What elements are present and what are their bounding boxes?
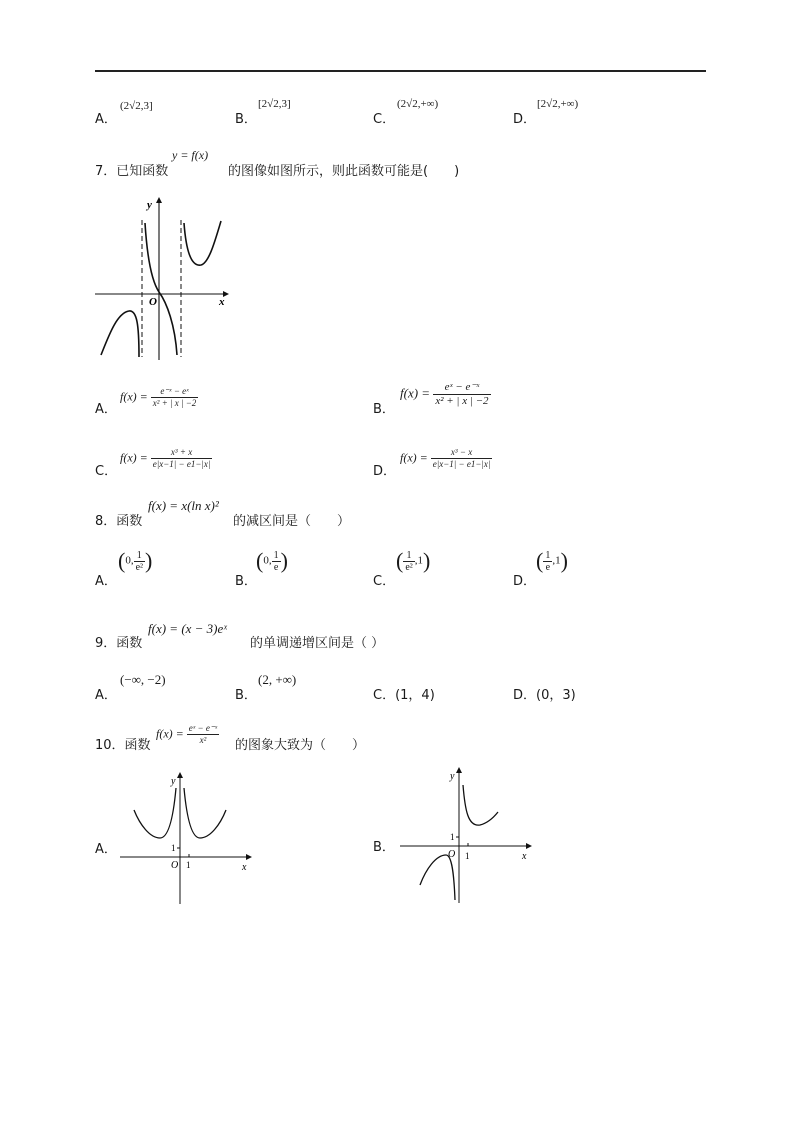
q7-option-c-lhs: f(x) = bbox=[120, 450, 148, 465]
q8-option-a-label: A． bbox=[95, 574, 117, 589]
q8-stem-pre: 函数 bbox=[116, 514, 143, 529]
q7-option-b-formula bbox=[400, 381, 491, 408]
q7-option-a-lhs: f(x) = bbox=[120, 389, 148, 404]
q6-option-a-label: A． bbox=[95, 112, 117, 127]
q7-option-d-label: D． bbox=[373, 464, 397, 479]
q7-option-a-label: A． bbox=[95, 402, 117, 417]
q7-option-c-denominator: e|x−1| − e1−|x| bbox=[152, 459, 211, 469]
q10-b-y-label: y bbox=[450, 771, 455, 782]
top-rule bbox=[95, 70, 706, 72]
q9-option-d bbox=[513, 684, 576, 703]
q9-option-d-label: D． bbox=[513, 688, 537, 703]
q6-option-a-text: (2√2,3] bbox=[120, 100, 153, 112]
q7-option-b-numerator: eˣ − e⁻ˣ bbox=[433, 381, 490, 395]
q9-option-c-label: C． bbox=[373, 688, 396, 703]
q9-func: f(x) = (x − 3)eˣ bbox=[148, 621, 227, 636]
q6-option-b-label: B． bbox=[235, 112, 257, 127]
q7-stem bbox=[95, 160, 168, 179]
q9-stem bbox=[95, 632, 142, 651]
q6-option-c-label: C． bbox=[373, 112, 396, 127]
q10-func bbox=[156, 723, 219, 746]
q9-option-b-label: B． bbox=[235, 688, 257, 703]
q7-number: 7． bbox=[95, 164, 117, 179]
q10-func-lhs: f(x) = bbox=[156, 726, 184, 741]
q10-func-den: x² bbox=[199, 735, 207, 745]
q7-option-c-label: C． bbox=[95, 464, 118, 479]
q10-stem-post: 的图象大致为（ ） bbox=[235, 738, 366, 753]
q10-b-x-label: x bbox=[522, 851, 527, 862]
q7-option-c-formula bbox=[120, 447, 212, 470]
q6-option-b-text: [2√2,3] bbox=[258, 98, 291, 110]
q8-option-a-interval: (0, $\frac{1}{\text{e²}}$ ) bbox=[118, 548, 153, 573]
q10-number: 10． bbox=[95, 738, 125, 753]
q7-option-b-label: B． bbox=[373, 402, 395, 417]
q10-a-one-y: 1 bbox=[171, 843, 176, 853]
q10-stem-pre: 函数 bbox=[124, 738, 151, 753]
q7-stem-post: 的图像如图所示，则此函数可能是( ) bbox=[228, 164, 460, 179]
q10-a-y-label: y bbox=[171, 776, 176, 787]
q8-option-d-interval: ( $\frac{1}{e}$ ,1) bbox=[536, 548, 568, 573]
q8-option-d-den: e bbox=[545, 561, 551, 573]
q9-stem-pre: 函数 bbox=[116, 636, 143, 651]
q8-number: 8． bbox=[95, 514, 117, 529]
q7-option-b-lhs: f(x) = bbox=[400, 385, 431, 401]
q8-option-b-den: e bbox=[273, 561, 279, 573]
q10-stem bbox=[95, 734, 151, 753]
q7-graph bbox=[95, 195, 230, 360]
q7-option-a-formula bbox=[120, 386, 198, 409]
q7-graph-origin-label: O bbox=[149, 296, 157, 308]
q7-option-d-lhs: f(x) = bbox=[400, 450, 428, 465]
q9-number: 9． bbox=[95, 636, 117, 651]
q7-option-a-denominator: x² + | x | −2 bbox=[152, 398, 197, 408]
q8-option-c-interval: ( $\frac{1}{\text{e²}}$ ,1) bbox=[396, 548, 431, 573]
q9-option-a-text: (−∞, −2) bbox=[120, 672, 166, 687]
q10-a-origin-label: O bbox=[171, 860, 179, 871]
q6-option-d-text: [2√2,+∞) bbox=[537, 98, 579, 110]
q9-option-c-text: (1，4) bbox=[395, 688, 435, 703]
q10-option-a-label: A． bbox=[95, 842, 117, 857]
q10-option-a-graph bbox=[120, 770, 255, 905]
q10-b-one-x: 1 bbox=[465, 851, 470, 861]
q7-option-d-numerator: x³ − x bbox=[431, 447, 493, 459]
q8-option-b-left: 0 bbox=[263, 554, 269, 567]
q9-option-d-text: (0，3) bbox=[536, 688, 576, 703]
q10-b-one-y: 1 bbox=[450, 832, 455, 842]
q8-option-d-right: 1 bbox=[555, 554, 561, 567]
q9-option-b-text: (2, +∞) bbox=[258, 672, 297, 687]
q8-option-d-label: D． bbox=[513, 574, 537, 589]
q8-option-c-num: 1 bbox=[403, 550, 414, 562]
q8-option-a-left: 0 bbox=[125, 554, 131, 567]
q10-a-one-x: 1 bbox=[186, 860, 191, 870]
q7-option-d-denominator: e|x−1| − e1−|x| bbox=[432, 459, 491, 469]
q8-option-c-den: e² bbox=[405, 561, 413, 573]
q8-stem-post: 的减区间是（ ） bbox=[233, 514, 351, 529]
q7-option-d-formula bbox=[400, 447, 492, 470]
q8-option-b-num: 1 bbox=[273, 549, 279, 561]
q9-option-c bbox=[373, 684, 435, 703]
q10-b-origin-label: O bbox=[448, 849, 456, 860]
q7-func: y = f(x) bbox=[172, 148, 209, 162]
q7-option-a-numerator: e⁻ˣ − eˣ bbox=[151, 386, 199, 398]
q7-stem-pre: 已知函数 bbox=[116, 164, 169, 179]
q8-option-c-right: 1 bbox=[417, 554, 424, 567]
q9-stem-post: 的单调递增区间是（ ） bbox=[250, 636, 385, 651]
q8-option-b-label: B． bbox=[235, 574, 257, 589]
q8-option-a-num: 1 bbox=[134, 550, 145, 562]
q8-option-b-interval: (0, $\frac{1}{e}$ ) bbox=[256, 548, 288, 573]
q7-graph-x-label: x bbox=[219, 296, 225, 308]
q10-a-x-label: x bbox=[242, 862, 247, 873]
q10-func-num: eˣ − e⁻ˣ bbox=[188, 723, 218, 733]
q8-option-d-num: 1 bbox=[545, 549, 551, 561]
q10-option-b-label: B． bbox=[373, 840, 395, 855]
q7-graph-y-label: y bbox=[147, 199, 152, 211]
q8-func: f(x) = x(ln x)² bbox=[148, 498, 219, 513]
q7-option-c-numerator: x³ + x bbox=[151, 447, 213, 459]
q8-option-a-den: e² bbox=[135, 561, 144, 573]
q8-stem bbox=[95, 510, 142, 529]
q9-option-a-label: A． bbox=[95, 688, 117, 703]
q8-option-c-label: C． bbox=[373, 574, 396, 589]
q10-option-b-graph bbox=[400, 765, 535, 905]
q7-option-b-denominator: x² + | x | −2 bbox=[435, 395, 489, 407]
q6-option-c-text: (2√2,+∞) bbox=[397, 98, 439, 110]
q6-option-d-label: D． bbox=[513, 112, 537, 127]
